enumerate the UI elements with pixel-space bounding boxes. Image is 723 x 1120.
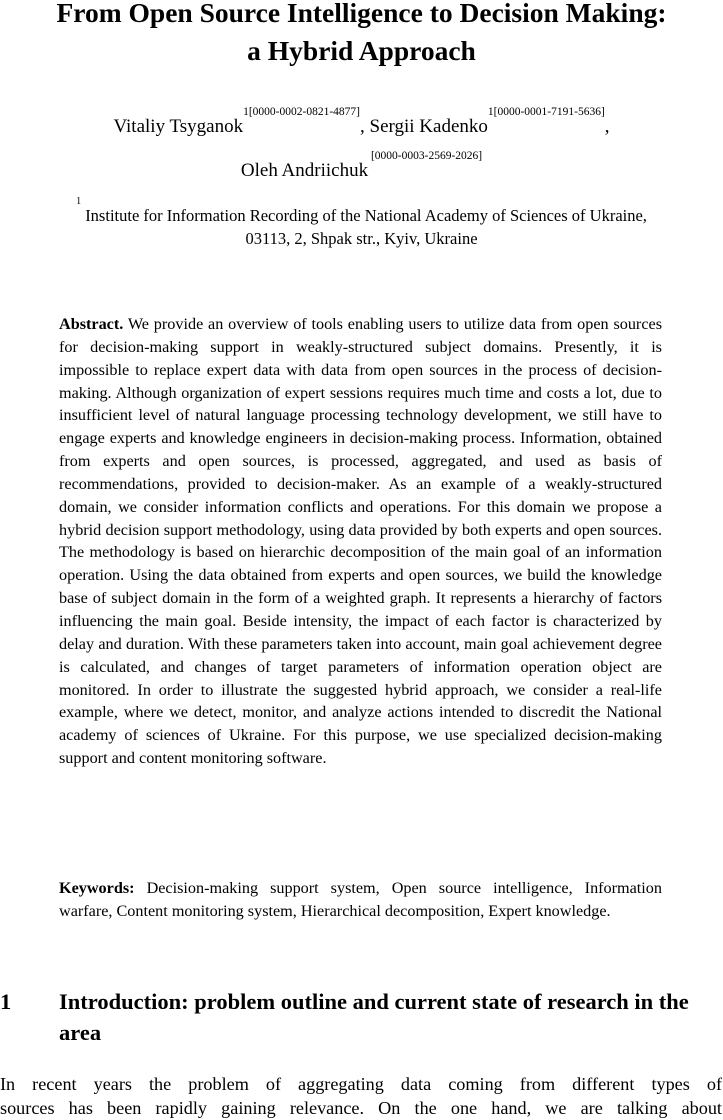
keywords: [59, 877, 662, 923]
title-line-1: From Open Source Intelligence to Decision Making:: [56, 0, 667, 28]
author-name: Vitaliy Tsyganok: [113, 116, 244, 137]
keywords-label: Keywords:: [59, 879, 135, 897]
author-separator: ,: [360, 116, 370, 137]
affiliation-line-2: 03113, 2, Shpak str., Kyiv, Ukraine: [245, 229, 478, 248]
affiliation-line-1: [0, 196, 723, 227]
abstract: [59, 313, 662, 770]
body-line-2: sources has been rapidly gaining relevance. On the one hand, we are talking about: [0, 1098, 722, 1118]
author-orcid: 1[0000-0001-7191-5636]: [487, 106, 605, 118]
author-name: Oleh Andriichuk: [240, 160, 369, 181]
author-separator: ,: [604, 116, 610, 137]
section-heading: Introduction: problem outline and current state of research in the area: [59, 989, 689, 1045]
keywords-text: Decision-making support system, Open source intelligence, Information warfare, Content monitoring system, Hierarchical decomposition, Expert knowledge.: [59, 879, 662, 920]
affiliation-text: Institute for Information Recording of the National Academy of Sciences of Ukraine,: [81, 206, 647, 225]
author-orcid: 1[0000-0002-0821-4877]: [243, 106, 360, 118]
abstract-label: Abstract.: [59, 315, 124, 333]
author-orcid: [0000-0003-2569-2026]: [368, 150, 483, 162]
authors-line-1: [0, 106, 723, 138]
section-number: 1: [0, 989, 12, 1014]
affiliation-mark: 1: [76, 196, 82, 207]
abstract-text: We provide an overview of tools enabling users to utilize data from open sources for decision-making support in weakly-structured subject domains. Presently, it is impossible to replace expert data with data from open sources in the process of decision-making. Although organization of expert sessions requires much time and costs a lot, due to insufficient level of natural language processing technology development, we still have to engage experts and knowledge engineers in decision-making process. Information, obtained from experts and open sources, is processed, aggregated, and used as basis of recommendations, provided to decision-maker. As an example of a weakly-structured domain, we consider information conflicts and operations. For this domain we propose a hybrid decision support methodology, using data provided by both experts and open sources. The methodology is based on hierarchic decomposition of the main goal of an information operation. Using the data obtained from experts and open sources, we build the knowledge base of subject domain in the form of a weighted graph. It represents a hierarchy of factors influencing the main goal. Beside intensity, the impact of each factor is characterized by delay and duration. With these parameters taken into account, main goal achievement degree is calculated, and changes of target parameters of information operation object are monitored. In order to illustrate the suggested hybrid approach, we consider a real-life example, where we detect, monitor, and analyze actions intended to discredit the National academy of sciences of Ukraine. For this purpose, we use specialized decision-making support and content monitoring software.: [59, 315, 662, 768]
paper-title: [0, 0, 723, 70]
body-paragraph: [0, 1072, 722, 1120]
authors-line-2: [0, 150, 723, 182]
body-line-1: In recent years the problem of aggregating data coming from different types of: [0, 1074, 722, 1094]
author-name: Sergii Kadenko: [369, 116, 488, 137]
title-line-2: a Hybrid Approach: [247, 35, 476, 66]
affiliation: [0, 196, 723, 250]
